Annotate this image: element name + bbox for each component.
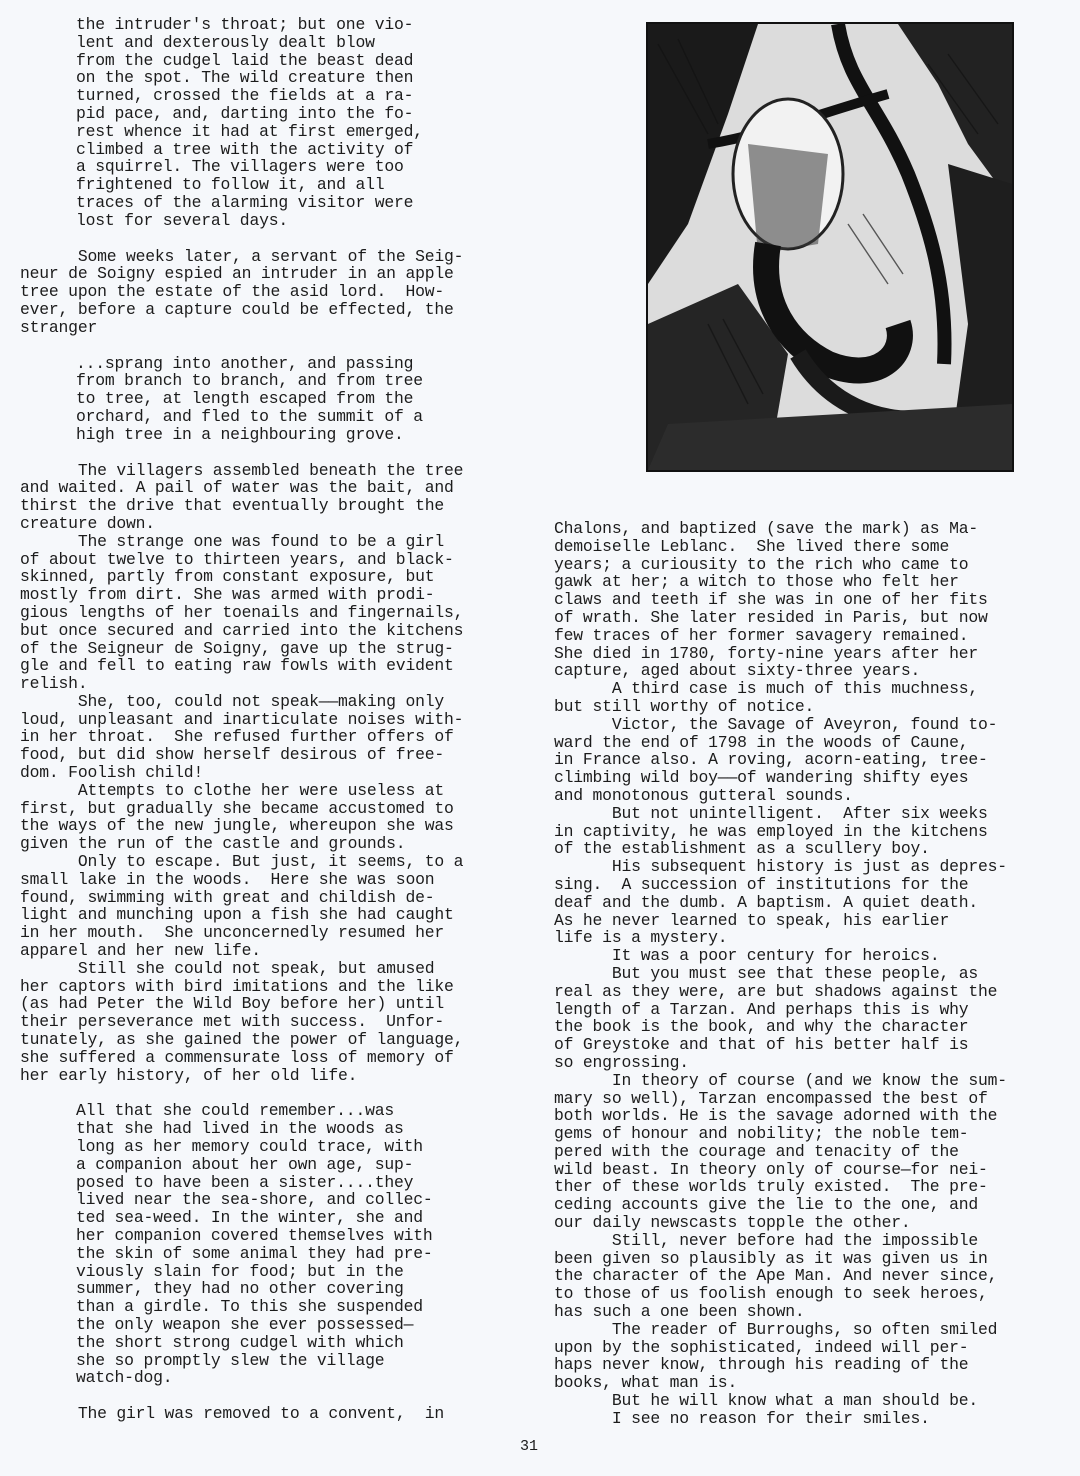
- opening-quote-block: the intruder's throat; but one vio- lent and dexterously dealt blow from the cudgel laid the beast dead on the spot. The wild creature then turned, crossed the fields at a ra- pid pace, and, darting into the fo- rest whence it had at first emerged, climbed a tree with the activity of a squirrel. The villagers were too frightened to follow it, and all traces of the alarming visitor were lost for several days.: [76, 15, 423, 230]
- right-column: [554, 520, 1054, 1428]
- paragraph-convent: The girl was removed to a convent, in: [20, 1404, 444, 1424]
- paragraph-servant: Some weeks later, a servant of the Seig- neur de Soigny espied an intruder in an apple tree upon the estate of the asid lord. How- ever, before a capture could be effected, the stranger: [20, 246, 464, 337]
- pen-ink-illustration-icon: [648, 24, 1012, 470]
- quote-remember: All that she could remember...was that she had lived in the woods as long as her memory could trace, with a companion about her own age, sup- posed to have been a sister....they lived near the sea-shore, and collec- ted sea-weed. In the winter, she and her companion covered themselves with the skin of some animal they had pre- viously slain for food; but in the summer, they had no other covering than a girdle. To this she suspended the only weapon she ever possessed— the short strong cudgel with which she so promptly slew the village watch-dog.: [76, 1101, 433, 1388]
- paragraph-villagers: The villagers assembled beneath the tree and waited. A pail of water was the bait, and thirst the drive that eventually brought the creature down. The strange one was found to be a girl of about twelve to thirteen years, and black- skinned, partly from constant exposure, but mostly from dirt. She was armed with prodi- gious lengths of her toenails and fingernails, but once secured and carried into the kitchens of the Seigneur de Soigny, gave up the strug- gle and fell to eating raw fowls with evident relish. She, too, could not speak——making only loud, unpleasant and inarticulate noises with- in her throat. She refused further offers of food, but did show herself desirous of free- dom. Foolish child! Attempts to clothe her were useless at first, but gradually she became accustomed to the ways of the new jungle, whereupon she was given the run of the castle and grounds. Only to escape. But just, it seems, to a small lake in the woods. Here she was soon found, swimming with great and childish de- light and munching upon a fish she had caught in her mouth. She unconcernedly resumed her apparel and her new life. Still she could not speak, but amused her captors with bird imitations and the like (as had Peter the Wild Boy before her) until their perseverance met with success. Unfor- tunately, as she gained the power of language, she suffered a commensurate loss of memory of her early history, of her old life.: [20, 460, 464, 1085]
- left-column: [20, 16, 520, 1423]
- ape-man-illustration: [646, 22, 1014, 472]
- quote-sprang: ...sprang into another, and passing from branch to branch, and from tree to tree, at length escaped from the orchard, and fled to the summit of a high tree in a neighbouring grove.: [76, 353, 423, 444]
- right-column-text: Chalons, and baptized (save the mark) as Ma- demoiselle Leblanc. She lived there some years; a curiousity to the rich who came to gawk at her; a witch to those who felt her claws and teeth if she was in one of her fits of wrath. She later resided in Paris, but now few traces of her former savagery remained. She died in 1780, forty-nine years after her capture, aged about sixty-three years. A third case is much of this muchness, but still worthy of notice. Victor, the Savage of Aveyron, found to- ward the end of 1798 in the woods of Caune, in France also. A roving, acorn-eating, tree- climbing wild boy——of wandering shifty eyes and monotonous gutteral sounds. But not unintelligent. After six weeks in captivity, he was employed in the kitchens of the establishment as a scullery boy. His subsequent history is just as depres- sing. A succession of institutions for the deaf and the dumb. A baptism. A quiet death. As he never learned to speak, his earlier life is a mystery. It was a poor century for heroics. But you must see that these people, as real as they were, are but shadows against the length of a Tarzan. And perhaps this is why the book is the book, and why the character of Greystoke and that of his better half is so engrossing. In theory of course (and we know the sum- mary so well), Tarzan encompassed the best of both worlds. He is the savage adorned with the gems of honour and nobility; the noble tem- pered with the courage and tenacity of the wild beast. In theory only of course—for nei- ther of these worlds truly existed. The pre- ceding accounts give the lie to the one, and our daily newscasts topple the other. Still, never before had the impossible been given so plausibly as it was given us in the character of the Ape Man. And never since, to those of us foolish enough to seek heroes, has such a one been shown. The reader of Burroughs, so often smiled upon by the sophisticated, indeed will per- haps never know, through his reading of the books, what man is. But he will know what a man should be. I see no reason for their smiles.: [554, 519, 1007, 1428]
- page-number: 31: [520, 1438, 539, 1455]
